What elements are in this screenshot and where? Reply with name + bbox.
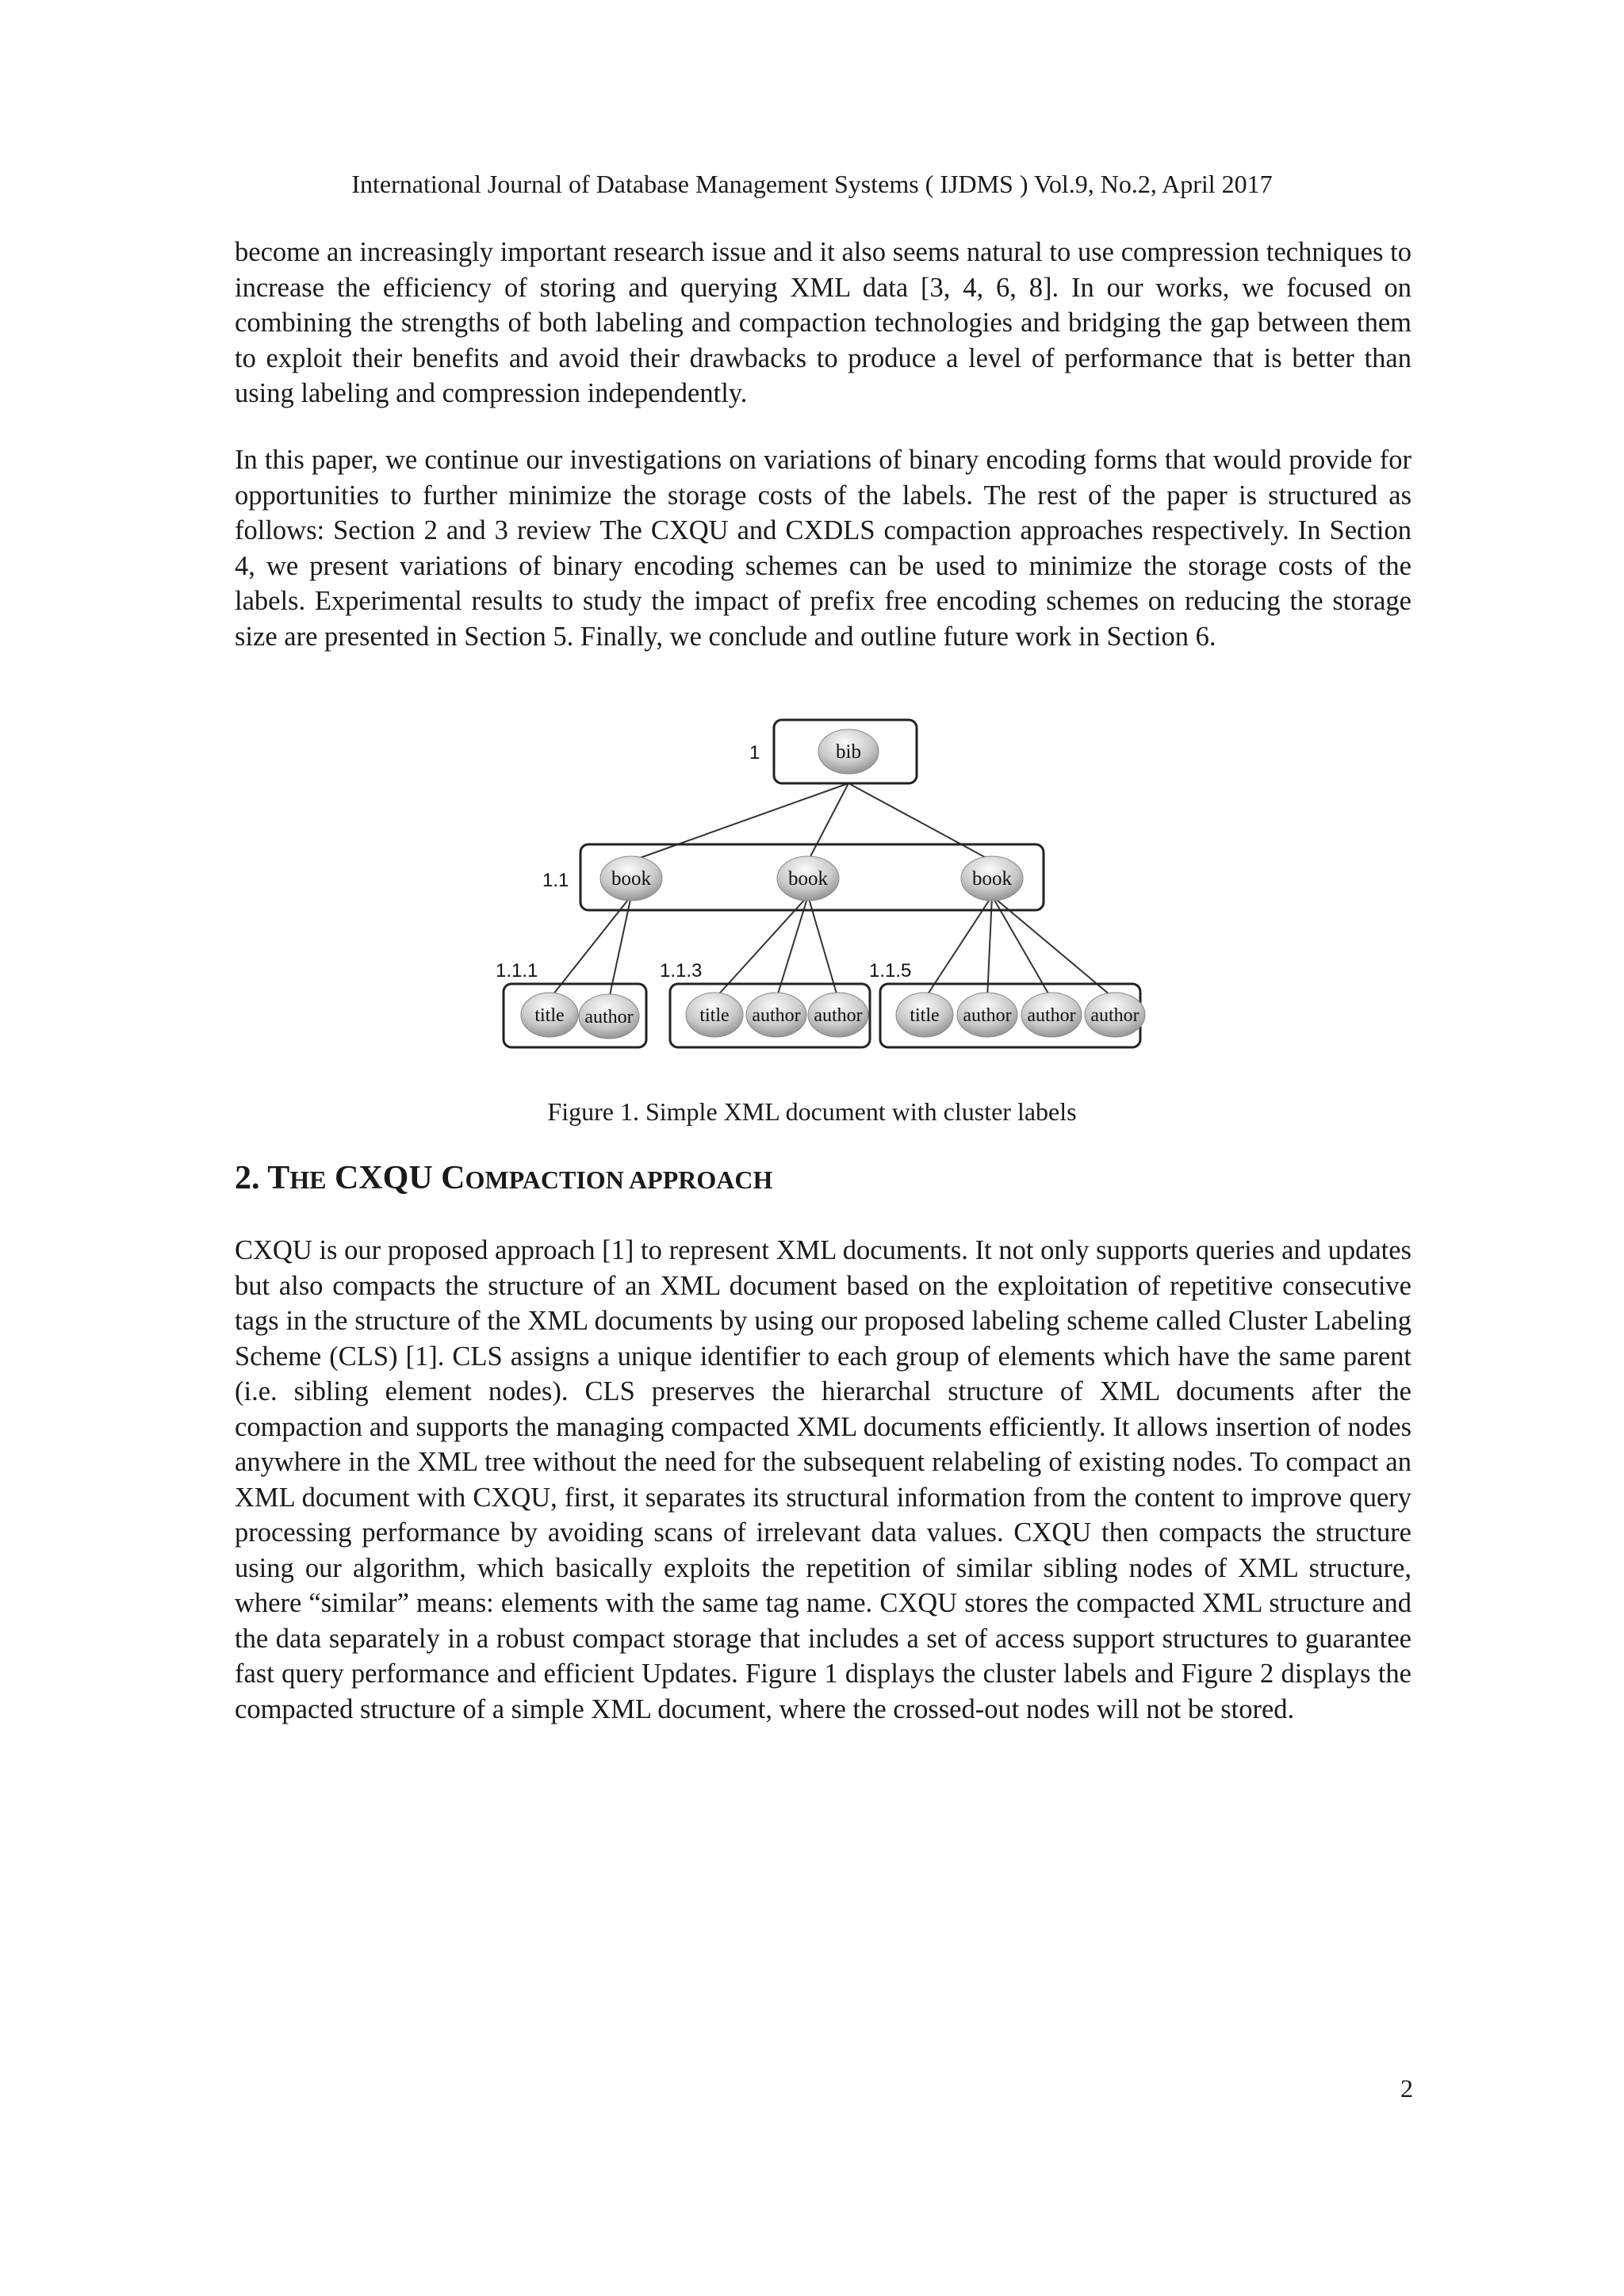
cluster-label: 1.1.1	[496, 960, 538, 982]
svg-text:title: title	[699, 1005, 730, 1026]
svg-text:title: title	[910, 1005, 940, 1026]
xml-tree-figure	[476, 714, 1158, 1078]
svg-text:author: author	[963, 1005, 1012, 1026]
tree-node-book	[777, 856, 839, 901]
running-head: International Journal of Database Management Systems ( IJDMS ) Vol.9, No.2, April 2017	[351, 170, 1273, 198]
svg-text:title: title	[534, 1005, 565, 1026]
svg-text:author: author	[1090, 1005, 1139, 1026]
svg-text:author: author	[752, 1005, 801, 1026]
tree-node-title	[521, 993, 578, 1037]
tree-node-bib	[818, 729, 879, 774]
body-paragraph: become an increasingly important research issue and it also seems natural to use compression techniques to increase the efficiency of storing and querying XML data [3, 4, 6, 8]. In our works, we focused on combining the strengths of both labeling and compaction technologies and bridging the gap between them to exploit their benefits and avoid their drawbacks to produce a level of performance that is better than using labeling and compression independently.	[235, 237, 1411, 408]
page-number: 2	[1400, 2074, 1413, 2103]
cluster-label: 1.1.3	[660, 960, 703, 982]
svg-text:book: book	[788, 868, 828, 890]
body-paragraph: In this paper, we continue our investigations on variations of binary encoding forms that would provide for opportunities to further minimize the storage costs of the labels. The rest of the paper is structured as follows: Section 2 and 3 review The CXQU and CXDLS compaction approaches respectively. In Section 4, we present variations of binary encoding schemes can be used to minimize the storage costs of the labels. Experimental results to study the impact of prefix free encoding schemes on reducing the storage size are presented in Section 5. Finally, we conclude and outline future work in Section 6.	[235, 445, 1411, 652]
tree-node-author	[746, 993, 806, 1037]
tree-node-author	[579, 994, 639, 1039]
tree-node-author	[957, 993, 1017, 1037]
svg-text:bib: bib	[836, 741, 861, 763]
tree-node-author	[808, 993, 868, 1037]
tree-node-title	[896, 993, 953, 1037]
svg-text:author: author	[814, 1005, 863, 1026]
cluster-label: 1.1.5	[869, 960, 912, 982]
tree-node-author	[1085, 993, 1145, 1037]
svg-text:author: author	[584, 1007, 634, 1027]
body-paragraph: CXQU is our proposed approach [1] to represent XML documents. It not only supports queries and updates but also compacts the structure of an XML document based on the exploitation of repetitive consecutive tags in the structure of the XML documents by using our proposed labeling scheme called Cluster Labeling Scheme (CLS) [1]. CLS assigns a unique identifier to each group of elements which have the same parent (i.e. sibling element nodes). CLS preserves the hierarchal structure of XML documents after the compaction and supports the managing compacted XML documents efficiently. It allows insertion of nodes anywhere in the XML tree without the need for the subsequent relabeling of existing nodes. To compact an XML document with CXQU, first, it separates its structural information from the content to improve query processing performance by avoiding scans of irrelevant data values. CXQU then compacts the structure using our algorithm, which basically exploits the repetition of similar sibling nodes of XML structure, where “similar” means: elements with the same tag name. CXQU stores the compacted XML structure and the data separately in a robust compact storage that includes a set of access support structures to guarantee fast query performance and efficient Updates. Figure 1 displays the cluster labels and Figure 2 displays the compacted structure of a simple XML document, where the crossed-out nodes will not be stored.	[235, 1235, 1411, 1724]
tree-node-title	[686, 993, 743, 1037]
section-heading: 2. THE CXQU COMPACTION APPROACH	[235, 1160, 773, 1196]
section-number: 2.	[235, 1160, 260, 1196]
cluster-label: 1.1	[542, 870, 569, 891]
cluster-label: 1	[749, 742, 760, 763]
figure-caption: Figure 1. Simple XML document with cluster labels	[547, 1097, 1077, 1126]
svg-text:author: author	[1027, 1005, 1076, 1026]
tree-node-book	[600, 856, 662, 901]
svg-text:book: book	[611, 868, 651, 890]
tree-node-author	[1021, 993, 1082, 1037]
svg-text:book: book	[972, 868, 1012, 890]
tree-node-book	[961, 856, 1023, 901]
